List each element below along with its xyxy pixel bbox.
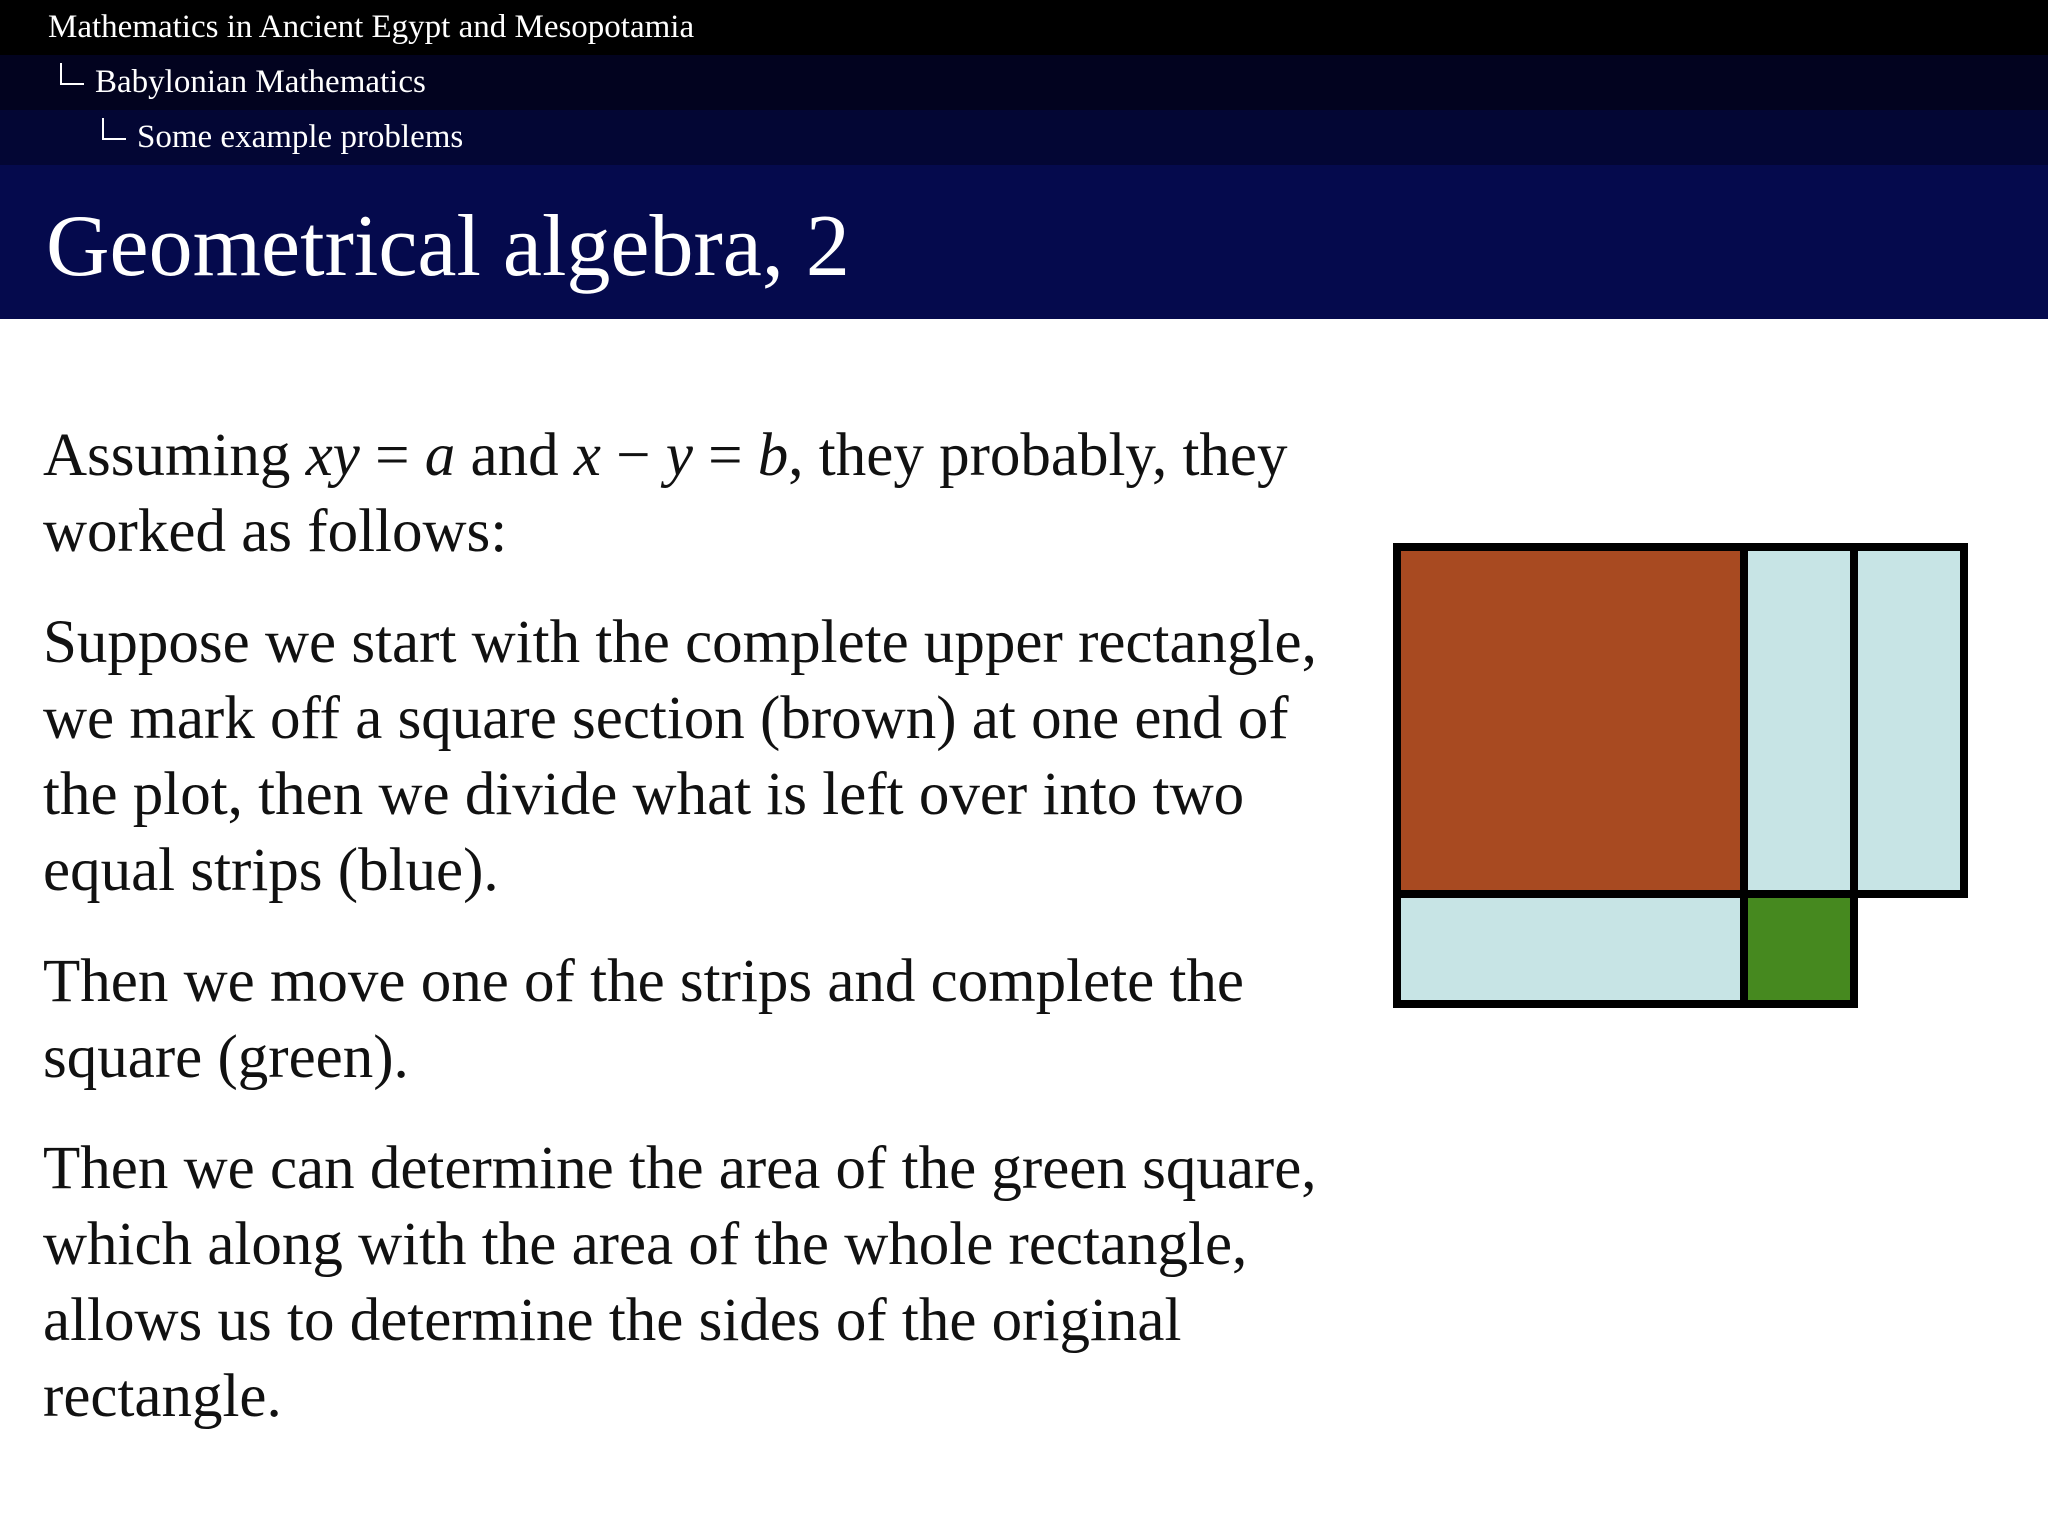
brown-square: [1397, 547, 1744, 894]
paragraph-move-strip: Then we move one of the strips and complete the square (green).: [43, 948, 1244, 1091]
blue-strip-2: [1854, 547, 1964, 894]
title-bar: [0, 165, 2048, 319]
slide-body: [43, 418, 1353, 1470]
tree-elbow-icon: [60, 63, 84, 85]
math-minus: −: [600, 422, 666, 489]
assumption-tail: , they probably, they worked as follows:: [43, 422, 1288, 565]
slide-title: Geometrical algebra, 2: [46, 198, 850, 295]
completing-square-diagram: [1390, 540, 1970, 1020]
paragraph-mark-off: Suppose we start with the complete upper rectangle, we mark off a square section (brown) at one end of the plot, then we divide what is left over into two equal strips (blue).: [43, 609, 1317, 904]
assumption-and: and: [455, 422, 574, 489]
breadcrumb-level-3: [0, 110, 2048, 165]
green-square: [1744, 894, 1854, 1004]
math-y: y: [665, 422, 693, 489]
math-equals-2: =: [692, 422, 758, 489]
breadcrumb-level-3-label: Some example problems: [137, 119, 464, 155]
assumption-text: Assuming: [43, 422, 306, 489]
math-equals: =: [359, 422, 425, 489]
breadcrumb-level-1: [0, 0, 2048, 55]
tree-elbow-icon: [102, 118, 126, 140]
math-b: b: [757, 422, 789, 489]
diagram-svg: [1390, 540, 1970, 1020]
paragraph-assumption: [43, 418, 1353, 570]
breadcrumb-level-1-label: Mathematics in Ancient Egypt and Mesopotamia: [48, 9, 695, 45]
paragraph-determine-area: Then we can determine the area of the green square, which along with the area of the whole rectangle, allows us to determine the sides of the original rectangle.: [43, 1135, 1317, 1430]
blue-strip-moved: [1397, 894, 1744, 1004]
breadcrumb-level-2: [0, 55, 2048, 110]
breadcrumb-level-2-label: Babylonian Mathematics: [95, 64, 426, 100]
math-a: a: [424, 422, 456, 489]
math-x: x: [573, 422, 601, 489]
blue-strip-1: [1744, 547, 1854, 894]
math-xy: xy: [305, 422, 360, 489]
